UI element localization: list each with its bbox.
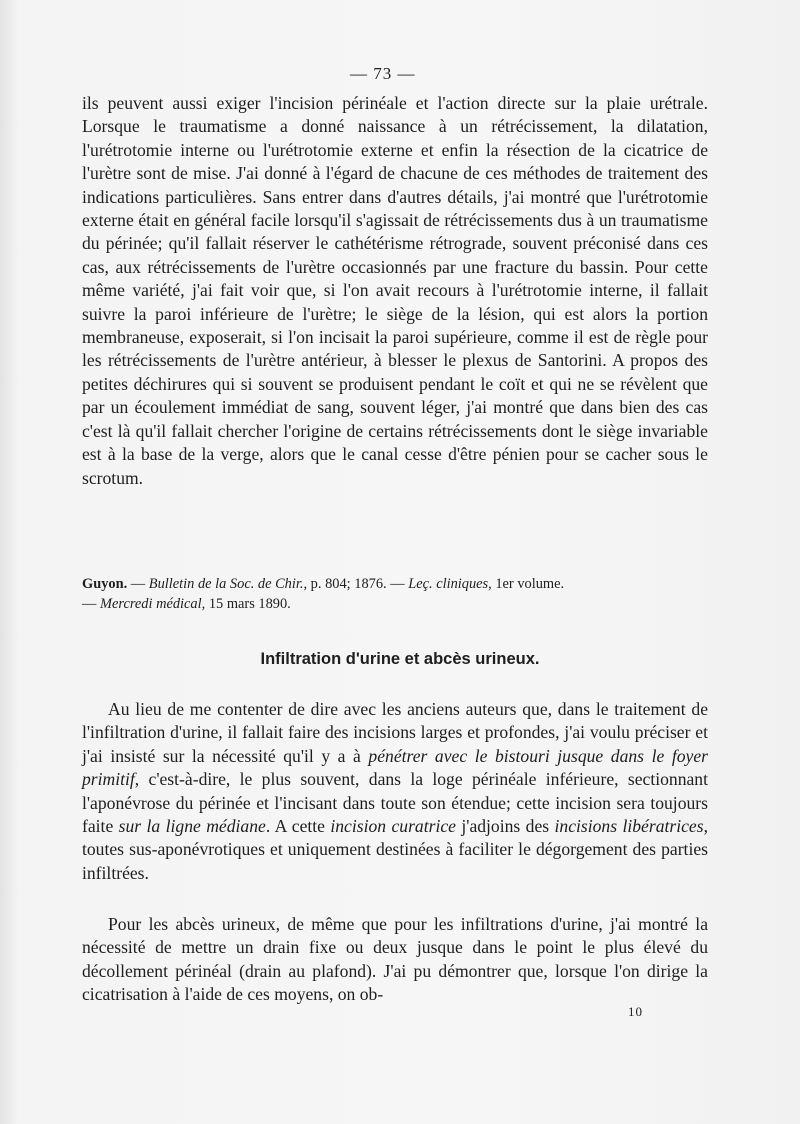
footnote-source-bulletin: Bulletin de la Soc. de Chir. (148, 576, 304, 592)
footnote-ref: , p. 804; 1876. — (303, 576, 409, 592)
paragraph-text: . A cette (265, 816, 331, 837)
paragraph-text: ils peuvent aussi exiger l'incision périnéale et l'action directe sur la plaie urétrale. Lorsque le traumatisme a donné naissance à un rétrécissement, la dilatation, l'urétrotomie interne ou l'urétrotomie externe et enfin la résection de la cicatrice de l'urètre sont de mise. J'ai donné à l'égard de chacune de ces méthodes de traitement des indications particulières. Sans entrer dans d'autres détails, j'ai montré que l'urétrotomie externe était en général facile lorsqu'il s'agissait de rétrécissements dus à un traumatisme du périnée; qu'il fallait réserver le cathétérisme rétrograde, souvent préconisé dans ces cas, aux rétrécissements de l'urètre occasionnés par une fracture du bassin. Pour cette même variété, j'ai fait voir que, si l'on avait recours à l'urétrotomie interne, il fallait suivre la paroi inférieure de l'urètre; le siège de la lésion, qui est alors la portion membraneuse, exposerait, si l'on incisait la paroi supérieure, comme il est de règle pour les rétrécissements de l'urètre antérieur, à blesser le plexus de Santorini. A propos des petites déchirures qui si souvent se produisent pendant le coït et qui ne se révèlent que par un écoulement immédiat de sang, souvent léger, j'ai montré que dans bien des cas c'est là qu'il fallait chercher l'origine de certains rétrécissements dont le siège invariable est à la base de la verge, alors que le canal cesse d'être pénien pour se cacher sous le scrotum. (82, 93, 708, 488)
paragraph-text: , c'est-à-dire, le plus souvent, dans la loge périnéale inférieure, sectionnant l'aponévrose du périnée et l'incisant dans toute son étendue; cette incision sera toujours faite (82, 769, 708, 837)
section-heading: Infiltration d'urine et abcès urineux. (260, 650, 540, 668)
footnote-author: Guyon. (82, 576, 128, 592)
page-number: — 73 — (350, 64, 416, 83)
paragraph-text: Au lieu de me contenter de dire avec les anciens auteurs que, dans le traitement de l'infiltration d'urine, il fallait faire des incisions larges et profondes, j'ai voulu préciser et j'ai insisté sur la nécessité qu'il y a à (82, 699, 708, 766)
footnote-ref: 15 mars 1890. (205, 596, 291, 612)
paragraph-text: , toutes sus-aponévrotiques et uniquement destinées à faciliter le dégorgement des parties infiltrées. (82, 816, 708, 883)
emphasis-text: incision curatrice (330, 816, 456, 837)
emphasis-text: incisions libératrices (554, 816, 704, 837)
footnote-source-lecons: Leç. cliniques (408, 576, 489, 592)
emphasis-text: pénétrer avec le bistouri jusque dans le foyer primitif (82, 745, 708, 790)
paragraph-text: j'adjoins des (455, 816, 555, 837)
footnote-source-mercredi: Mercredi médical, (100, 596, 206, 612)
paragraph-abces (82, 913, 708, 1007)
footnote-dash: — (82, 596, 100, 612)
footnote-references (82, 574, 708, 614)
signature-mark: 10 (628, 1004, 643, 1019)
footnote-dash: — (127, 576, 149, 592)
paragraph-infiltration (82, 698, 708, 885)
footnote-ref: , 1er volume. (488, 576, 565, 592)
emphasis-text: sur la ligne médiane (118, 816, 266, 837)
paragraph-text: Pour les abcès urineux, de même que pour les infiltrations d'urine, j'ai montré la nécessité de mettre un drain fixe ou deux jusque dans le point le plus élevé du décollement périnéal (drain au plafond). J'ai pu démontrer que, lorsque l'on dirige la cicatrisation à l'aide de ces moyens, on ob- (82, 914, 708, 1005)
paragraph-traumatisme (82, 92, 708, 490)
